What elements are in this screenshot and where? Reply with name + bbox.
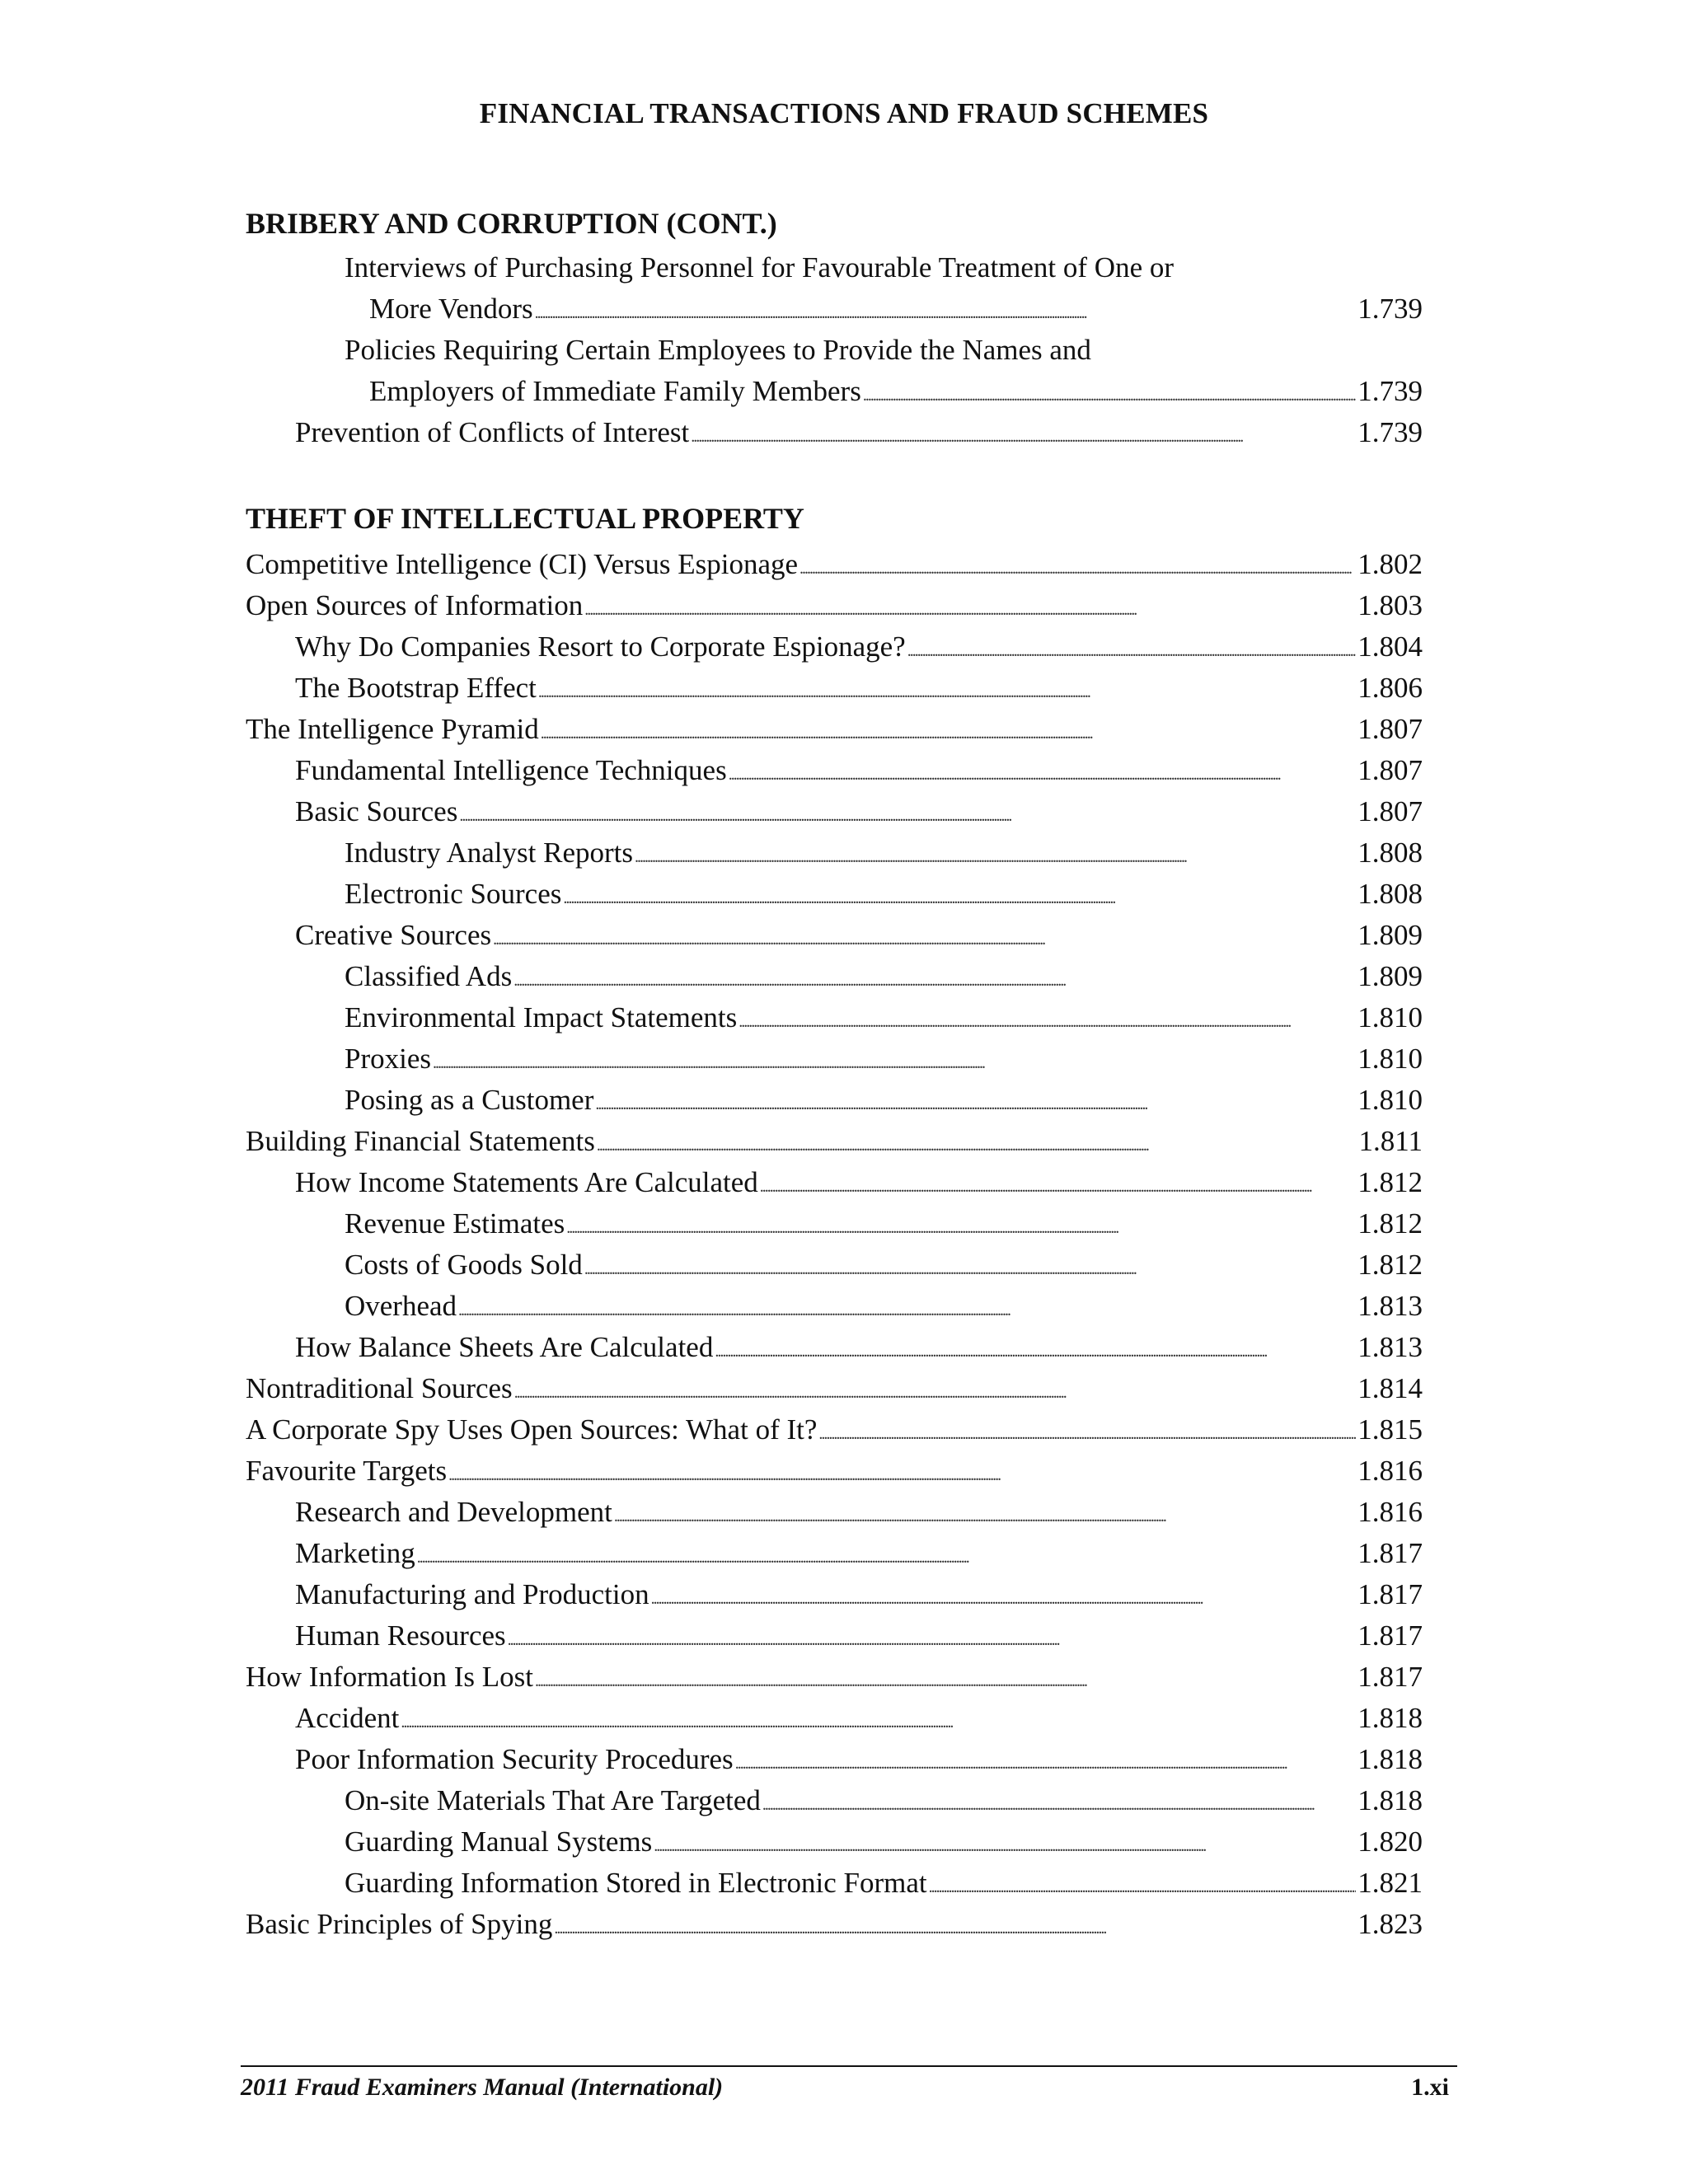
toc-entry-line: Policies Requiring Certain Employees to Provide the Names and bbox=[345, 334, 1091, 366]
toc-entry-label: Industry Analyst Reports bbox=[345, 837, 633, 869]
toc-entry-label: How Information Is Lost bbox=[246, 1661, 533, 1693]
toc-entry[interactable] bbox=[295, 1492, 1423, 1533]
toc-entry-label: Marketing bbox=[295, 1537, 415, 1569]
toc-entry-label: A Corporate Spy Uses Open Sources: What of It? bbox=[246, 1413, 818, 1446]
toc-entry[interactable] bbox=[246, 1904, 1423, 1945]
dot-leader bbox=[508, 1619, 1357, 1661]
toc-entry-label: The Bootstrap Effect bbox=[295, 672, 537, 704]
toc-entry-label: Nontraditional Sources bbox=[246, 1372, 513, 1404]
toc-entry-label: Manufacturing and Production bbox=[295, 1578, 649, 1610]
toc-page-number: 1.817 bbox=[1357, 1661, 1423, 1693]
dot-leader bbox=[760, 1166, 1356, 1207]
toc-entry[interactable] bbox=[345, 1038, 1423, 1080]
toc-page-number: 1.818 bbox=[1357, 1702, 1423, 1734]
dot-leader bbox=[448, 1455, 1356, 1496]
dot-leader bbox=[729, 754, 1357, 795]
dot-leader bbox=[566, 1207, 1356, 1249]
toc-page-number: 1.739 bbox=[1357, 416, 1423, 448]
toc-entry[interactable] bbox=[246, 1121, 1423, 1162]
toc-entry[interactable] bbox=[246, 1368, 1423, 1409]
dot-leader bbox=[597, 1125, 1357, 1166]
dot-leader bbox=[691, 416, 1356, 457]
toc-entry-label: Proxies bbox=[345, 1043, 431, 1075]
toc-entry[interactable] bbox=[295, 1615, 1423, 1657]
toc-entry[interactable] bbox=[345, 1286, 1423, 1327]
toc-entry-line: Interviews of Purchasing Personnel for Favourable Treatment of One or bbox=[345, 251, 1175, 284]
toc-entry[interactable] bbox=[246, 585, 1423, 626]
toc-page-number: 1.809 bbox=[1357, 960, 1423, 992]
dot-leader bbox=[762, 1784, 1356, 1825]
toc-page-number: 1.808 bbox=[1357, 837, 1423, 869]
toc-entry[interactable] bbox=[295, 791, 1423, 832]
toc-page-number: 1.817 bbox=[1357, 1619, 1423, 1652]
toc-page-number: 1.823 bbox=[1357, 1908, 1423, 1940]
footer-divider bbox=[241, 2065, 1457, 2067]
toc-entry-label: Classified Ads bbox=[345, 960, 513, 992]
toc-page-number: 1.812 bbox=[1357, 1249, 1423, 1281]
toc-entry[interactable] bbox=[345, 1863, 1423, 1904]
toc-entry-label: Favourite Targets bbox=[246, 1455, 448, 1487]
dot-leader bbox=[929, 1867, 1357, 1908]
toc-entry[interactable] bbox=[345, 832, 1423, 874]
toc-entry-label: How Balance Sheets Are Calculated bbox=[295, 1331, 714, 1363]
dot-leader bbox=[554, 1908, 1356, 1949]
toc-entry[interactable] bbox=[295, 1162, 1423, 1203]
dot-leader bbox=[513, 960, 1356, 1001]
dot-leader bbox=[635, 837, 1356, 878]
dot-leader bbox=[715, 1331, 1356, 1372]
toc-page-number: 1.818 bbox=[1357, 1743, 1423, 1775]
toc-entry-label: More Vendors bbox=[369, 293, 533, 325]
dot-leader bbox=[493, 919, 1356, 960]
toc-page-number: 1.820 bbox=[1357, 1825, 1423, 1858]
page-title: FINANCIAL TRANSACTIONS AND FRAUD SCHEMES bbox=[479, 97, 1209, 129]
toc-page-number: 1.739 bbox=[1357, 293, 1423, 325]
toc-entry[interactable] bbox=[295, 1698, 1423, 1739]
dot-leader bbox=[433, 1043, 1356, 1084]
toc-entry[interactable] bbox=[345, 956, 1423, 997]
dot-leader bbox=[654, 1825, 1356, 1867]
toc-entry-label: Basic Sources bbox=[295, 795, 458, 827]
dot-leader bbox=[417, 1537, 1356, 1578]
toc-page-number: 1.814 bbox=[1357, 1372, 1423, 1404]
toc-entry[interactable] bbox=[345, 1080, 1423, 1121]
toc-entry-label: Employers of Immediate Family Members bbox=[369, 375, 861, 407]
toc-entry-label: Basic Principles of Spying bbox=[246, 1908, 553, 1940]
toc-entry-label: Guarding Manual Systems bbox=[345, 1825, 653, 1858]
toc-entry-label: Competitive Intelligence (CI) Versus Espionage bbox=[246, 548, 799, 580]
toc-entry-label: Creative Sources bbox=[295, 919, 492, 951]
toc-entry[interactable] bbox=[295, 915, 1423, 956]
toc-entry-label: How Income Statements Are Calculated bbox=[295, 1166, 758, 1198]
toc-entry-label: Human Resources bbox=[295, 1619, 506, 1652]
dot-leader bbox=[735, 1743, 1357, 1784]
toc-entry[interactable] bbox=[246, 1451, 1423, 1492]
toc-page-number: 1.815 bbox=[1357, 1413, 1423, 1446]
toc-entry[interactable] bbox=[295, 412, 1423, 453]
dot-leader bbox=[538, 672, 1356, 713]
toc-entry[interactable] bbox=[345, 874, 1423, 915]
toc-page-number: 1.810 bbox=[1357, 1001, 1423, 1033]
toc-entry-label: Overhead bbox=[345, 1290, 457, 1322]
dot-leader bbox=[818, 1413, 1356, 1455]
dot-leader bbox=[535, 1661, 1356, 1702]
toc-entry[interactable] bbox=[246, 1409, 1423, 1451]
section-heading: THEFT OF INTELLECTUAL PROPERTY bbox=[246, 502, 804, 535]
dot-leader bbox=[595, 1084, 1356, 1125]
toc-entry[interactable] bbox=[295, 1739, 1423, 1780]
dot-leader bbox=[651, 1578, 1357, 1619]
toc-entry-label: Building Financial Statements bbox=[246, 1125, 595, 1157]
dot-leader bbox=[584, 589, 1356, 630]
toc-page-number: 1.817 bbox=[1357, 1537, 1423, 1569]
toc-entry-label: Posing as a Customer bbox=[345, 1084, 594, 1116]
toc-entry-label: Research and Development bbox=[295, 1496, 612, 1528]
toc-entry-label: Environmental Impact Statements bbox=[345, 1001, 738, 1033]
footer-manual-title: 2011 Fraud Examiners Manual (International) bbox=[241, 2074, 724, 2101]
toc-page-number: 1.812 bbox=[1357, 1207, 1423, 1240]
toc-page-number: 1.818 bbox=[1357, 1784, 1423, 1816]
toc-entry-label: Fundamental Intelligence Techniques bbox=[295, 754, 727, 786]
toc-entry-label: The Intelligence Pyramid bbox=[246, 713, 539, 745]
toc-entry[interactable] bbox=[246, 1657, 1423, 1698]
toc-page-number: 1.807 bbox=[1357, 713, 1423, 745]
toc-page-number: 1.739 bbox=[1357, 375, 1423, 407]
toc-page-number: 1.804 bbox=[1357, 630, 1423, 663]
toc-entry-label: Prevention of Conflicts of Interest bbox=[295, 416, 690, 448]
toc-entry[interactable] bbox=[345, 1821, 1423, 1863]
dot-leader bbox=[541, 713, 1357, 754]
toc-page-number: 1.806 bbox=[1357, 672, 1423, 704]
dot-leader bbox=[863, 375, 1356, 416]
toc-entry-label: Accident bbox=[295, 1702, 400, 1734]
toc-page-number: 1.816 bbox=[1357, 1496, 1423, 1528]
dot-leader bbox=[563, 878, 1356, 919]
toc-entry[interactable] bbox=[345, 997, 1423, 1038]
toc-page-number: 1.813 bbox=[1357, 1290, 1423, 1322]
toc-page-number: 1.811 bbox=[1358, 1125, 1423, 1157]
toc-page-number: 1.817 bbox=[1357, 1578, 1423, 1610]
dot-leader bbox=[459, 795, 1356, 837]
dot-leader bbox=[799, 548, 1356, 589]
toc-page-number: 1.809 bbox=[1357, 919, 1423, 951]
dot-leader bbox=[614, 1496, 1356, 1537]
toc-entry[interactable] bbox=[246, 709, 1423, 750]
toc-entry[interactable] bbox=[295, 1327, 1423, 1368]
toc-entry-label: Revenue Estimates bbox=[345, 1207, 565, 1240]
toc-page-number: 1.821 bbox=[1357, 1867, 1423, 1899]
toc-entry[interactable] bbox=[246, 544, 1423, 585]
toc-entry-label: Guarding Information Stored in Electronic Format bbox=[345, 1867, 927, 1899]
toc-entry[interactable] bbox=[295, 1533, 1423, 1574]
dot-leader bbox=[584, 1249, 1356, 1290]
toc-entry[interactable] bbox=[295, 668, 1423, 709]
dot-leader bbox=[535, 293, 1357, 334]
toc-page-number: 1.813 bbox=[1357, 1331, 1423, 1363]
toc-entry[interactable] bbox=[345, 1244, 1423, 1286]
section-heading: BRIBERY AND CORRUPTION (CONT.) bbox=[246, 207, 777, 240]
toc-entry[interactable] bbox=[345, 1780, 1423, 1821]
toc-entry[interactable] bbox=[295, 1574, 1423, 1615]
toc-entry[interactable] bbox=[369, 371, 1423, 412]
dot-leader bbox=[907, 630, 1357, 672]
toc-entry-label: Open Sources of Information bbox=[246, 589, 584, 621]
toc-page-number: 1.803 bbox=[1357, 589, 1423, 621]
toc-entry[interactable] bbox=[295, 626, 1423, 668]
toc-page-number: 1.810 bbox=[1357, 1084, 1423, 1116]
toc-page-number: 1.807 bbox=[1357, 795, 1423, 827]
toc-entry[interactable] bbox=[369, 288, 1423, 330]
footer-page-number: 1.xi bbox=[1411, 2074, 1449, 2101]
toc-entry-label: On-site Materials That Are Targeted bbox=[345, 1784, 761, 1816]
toc-entry[interactable] bbox=[345, 1203, 1423, 1244]
dot-leader bbox=[738, 1001, 1356, 1043]
toc-entry-label: Poor Information Security Procedures bbox=[295, 1743, 734, 1775]
toc-page-number: 1.808 bbox=[1357, 878, 1423, 910]
toc-page-number: 1.802 bbox=[1357, 548, 1423, 580]
toc-page-number: 1.807 bbox=[1357, 754, 1423, 786]
toc-entry-label: Why Do Companies Resort to Corporate Espionage? bbox=[295, 630, 906, 663]
dot-leader bbox=[458, 1290, 1356, 1331]
dot-leader bbox=[401, 1702, 1356, 1743]
toc-page-number: 1.810 bbox=[1357, 1043, 1423, 1075]
toc-entry[interactable] bbox=[295, 750, 1423, 791]
toc-entry-label: Electronic Sources bbox=[345, 878, 562, 910]
toc-page-number: 1.812 bbox=[1357, 1166, 1423, 1198]
dot-leader bbox=[514, 1372, 1357, 1413]
toc-entry-label: Costs of Goods Sold bbox=[345, 1249, 583, 1281]
toc-page-number: 1.816 bbox=[1357, 1455, 1423, 1487]
